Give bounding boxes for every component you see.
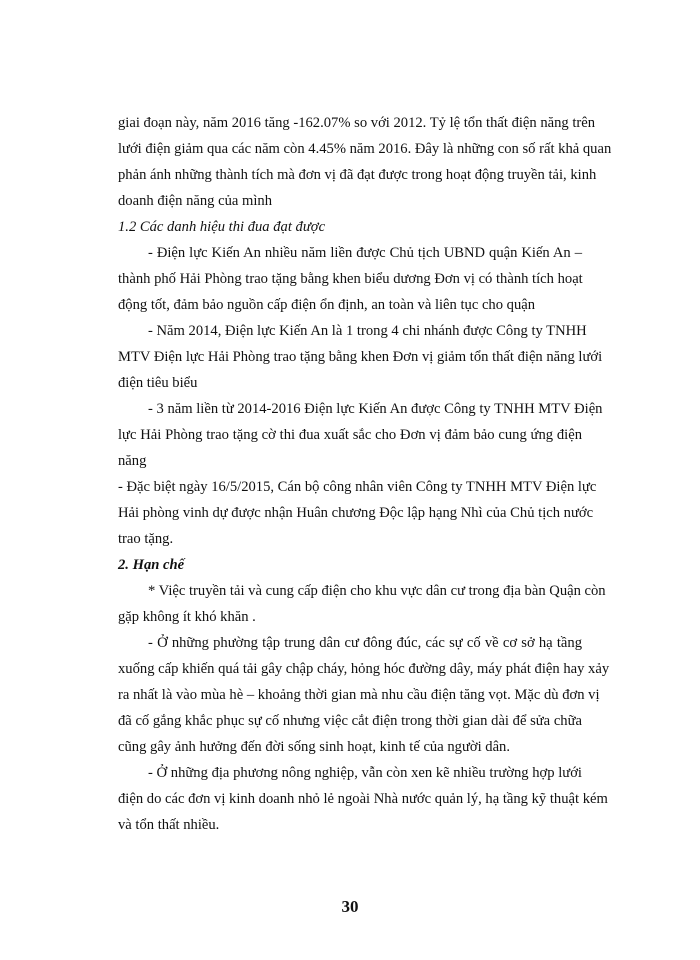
text-line: điện do các đơn vị kinh doanh nhỏ lẻ ngoài Nhà nước quản lý, hạ tầng kỹ thuật kém: [118, 791, 608, 807]
text-line: - 3 năm liền từ 2014-2016 Điện lực Kiến An được Công ty TNHH MTV Điện: [148, 401, 603, 417]
text-line: doanh điện năng của mình: [118, 193, 273, 209]
text-line: * Việc truyền tải và cung cấp điện cho khu vực dân cư trong địa bàn Quận còn: [148, 583, 606, 599]
text-line: lưới điện giảm qua các năm còn 4.45% năm 2016. Đây là những con số rất khả quan: [118, 141, 612, 157]
text-line: động tốt, đảm bảo nguồn cấp điện ổn định, an toàn và liên tục cho quận: [118, 297, 536, 313]
page-body: [118, 110, 612, 838]
text-line: xuống cấp khiến quá tải gây chập cháy, hỏng hóc đường dây, máy phát điện hay xảy: [118, 661, 610, 677]
text-line: gặp không ít khó khăn .: [118, 609, 256, 625]
text-line: cũng gây ảnh hưởng đến đời sống sinh hoạt, kinh tế của người dân.: [118, 739, 510, 755]
section-heading-awards: 1.2 Các danh hiệu thi đua đạt được: [118, 219, 326, 235]
page-number: 30: [341, 897, 359, 916]
text-line: năng: [118, 453, 147, 469]
text-line: MTV Điện lực Hải Phòng trao tặng bằng khen Đơn vị giảm tổn thất điện năng lưới: [118, 349, 603, 365]
text-line: - Điện lực Kiến An nhiều năm liền được Chủ tịch UBND quận Kiến An –: [148, 245, 582, 261]
section-heading-limitations: 2. Hạn chế: [118, 557, 185, 573]
text-line: đã cố gắng khắc phục sự cố nhưng việc cắt điện trong thời gian dài để sửa chữa: [118, 713, 582, 729]
text-line: Hải phòng vinh dự được nhận Huân chương Độc lập hạng Nhì của Chủ tịch nước: [118, 505, 594, 521]
text-line: - Ở những phường tập trung dân cư đông đúc, các sự cố về cơ sở hạ tầng: [148, 635, 582, 651]
text-line: trao tặng.: [118, 531, 174, 547]
text-line: và tổn thất nhiều.: [118, 817, 220, 833]
text-line: giai đoạn này, năm 2016 tăng -162.07% so với 2012. Tỷ lệ tổn thất điện năng trên: [118, 115, 596, 131]
text-line: thành phố Hải Phòng trao tặng bằng khen biểu dương Đơn vị có thành tích hoạt: [118, 271, 583, 287]
text-line: phản ánh những thành tích mà đơn vị đã đạt được trong hoạt động truyền tải, kinh: [118, 167, 597, 183]
text-line: - Ở những địa phương nông nghiệp, vẫn còn xen kẽ nhiều trường hợp lưới: [148, 765, 582, 781]
text-line: - Năm 2014, Điện lực Kiến An là 1 trong 4 chi nhánh được Công ty TNHH: [148, 323, 587, 339]
text-line: ra nhất là vào mùa hè – khoảng thời gian mà nhu cầu điện tăng vọt. Mặc dù đơn vị: [118, 687, 600, 703]
text-line: lực Hải Phòng trao tặng cờ thi đua xuất sắc cho Đơn vị đảm bảo cung ứng điện: [118, 427, 582, 443]
text-line: điện tiêu biểu: [118, 375, 198, 391]
text-line: - Đặc biệt ngày 16/5/2015, Cán bộ công nhân viên Công ty TNHH MTV Điện lực: [118, 479, 597, 495]
